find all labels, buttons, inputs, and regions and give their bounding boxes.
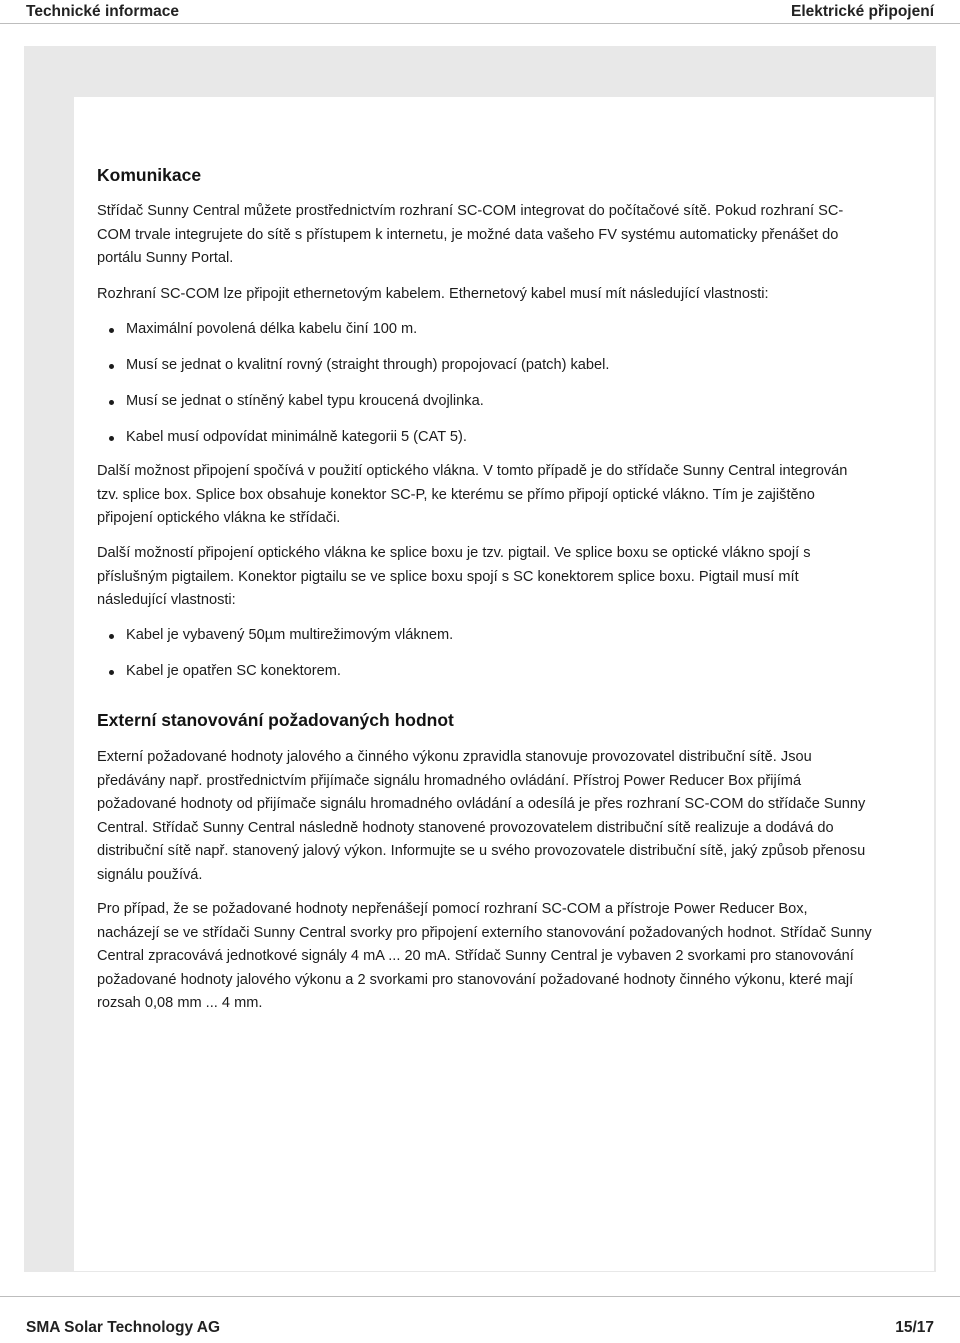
paragraph-setpoints-terminals: Pro případ, že se požadované hodnoty nepřenášejí pomocí rozhraní SC-COM a přístroje Power Reducer Box, nacházejí se ve střídači Sunny Central svorky pro připojení externího stanovování požadovaných hodnot. Střídač Sunny Central zpracovává jednotkové signály 4 mA ... 20 mA. Střídač Sunny Central je vybaven 2 svorkami pro stanovování požadované hodnoty jalového výkonu a 2 svorkami pro stanovování požadované hodnoty činného výkonu, které mají rozsah 0,08 mm ... 4 mm. [97, 901, 872, 1011]
list-item: Kabel musí odpovídat minimálně kategorii 5 (CAT 5). [109, 426, 869, 462]
paragraph-ethernet-cable: Rozhraní SC-COM lze připojit ethernetovým kabelem. Ethernetový kabel musí mít následující vlastnosti: [97, 286, 769, 302]
pigtail-requirements-list [109, 624, 869, 696]
footer-company: SMA Solar Technology AG [26, 1319, 221, 1336]
paragraph-optical-fiber: Další možnost připojení spočívá v použití optického vlákna. V tomto případě je do střídače Sunny Central integrován tzv. splice box. Splice box obsahuje konektor SC-P, ke kterému se přímo připojí optické vlákno. Tím je zajištěno připojení optického vlákna ke střídači. [97, 463, 848, 526]
paragraph-setpoints-intro: Externí požadované hodnoty jalového a činného výkonu zpravidla stanovuje provozovatel distribuční sítě. Jsou předávány např. prostřednictvím přijímače signálu hromadného ovládání. Přístroj Power Reducer Box přijímá požadované hodnoty od přijímače signálu hromadného ovládání a odesílá je přes rozhraní SC-COM do střídače Sunny Central. Střídač Sunny Central následně hodnoty stanovené provozovatelem distribuční sítě realizuje a dodává do distribuční sítě např. stanovený jalový výkon. Informujte se u svého provozovatele distribuční sítě, jaký způsob přenosu signálu používá. [97, 749, 866, 883]
paragraph-pigtail: Další možností připojení optického vlákna ke splice boxu je tzv. pigtail. Ve splice boxu se optické vlákno spojí s příslušným pigtailem. Konektor pigtailu se ve splice boxu spojí s SC konektorem splice boxu. Pigtail musí mít následující vlastnosti: [97, 545, 811, 608]
list-item: Kabel je vybavený 50µm multirežimovým vláknem. [109, 624, 869, 660]
list-item: Maximální povolená délka kabelu činí 100 m. [109, 318, 869, 354]
page-footer [0, 1296, 960, 1343]
footer-page-number: 15/17 [895, 1319, 934, 1336]
section-heading-komunikace: Komunikace [97, 165, 202, 185]
paragraph-sc-com-intro: Střídač Sunny Central můžete prostřednictvím rozhraní SC-COM integrovat do počítačové sítě. Pokud rozhraní SC-COM trvale integrujete do sítě s přístupem k internetu, je možné data vašeho FV systému automaticky přenášet do portálu Sunny Portal. [97, 203, 844, 266]
list-item: Musí se jednat o kvalitní rovný (straight through) propojovací (patch) kabel. [109, 354, 869, 390]
header-chapter-title: Elektrické připojení [791, 2, 934, 20]
ethernet-requirements-list [109, 318, 869, 462]
list-item: Musí se jednat o stíněný kabel typu kroucená dvojlinka. [109, 390, 869, 426]
list-item: Kabel je opatřen SC konektorem. [109, 660, 869, 696]
section-heading-externi: Externí stanovování požadovaných hodnot [97, 710, 454, 730]
page-header [0, 0, 960, 24]
header-section-title: Technické informace [26, 2, 180, 20]
